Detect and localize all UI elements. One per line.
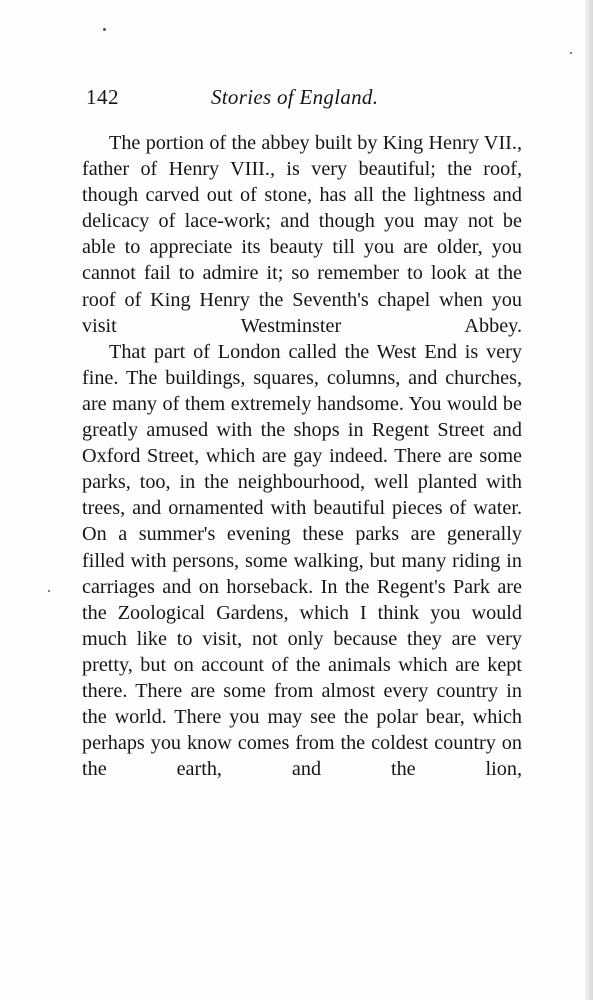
paragraph-west-end: That part of London called the West End is very fine. The buildings, squares, columns, and churches, are many of them extremely handsome. You would be greatly amused with the shops in Regent Street and Oxford Street, which are gay indeed. There are some parks, too, in the neighbourhood, well planted with trees, and ornamented with beautiful pieces of water. On a summer's evening these parks are generally filled with persons, some walking, but many riding in carriages and on horseback. In the Regent's Park are the Zoological Gardens, which I think you would much like to visit, not only because they are very pretty, but on account of the animals which are kept there. There are some from almost every country in the world. There you may see the polar bear, which perhaps you know comes from the coldest country on the earth, and the lion, [82,340,522,781]
body-text [82,130,522,782]
page-edge [585,0,593,1000]
print-speck [48,590,50,592]
running-title: Stories of England. [211,85,379,109]
running-head [86,85,523,111]
print-speck [570,52,572,54]
page-number: 142 [86,85,119,109]
paragraph-abbey: The portion of the abbey built by King Henry VII., father of Henry VIII., is very beautiful; the roof, though carved out of stone, has all the lightness and delicacy of lace-work; and though you may not be able to appreciate its beauty till you are older, you cannot fail to admire it; so remember to look at the roof of King Henry the Seventh's chapel when you visit Westminster Abbey. [82,132,522,337]
print-speck [103,28,106,31]
